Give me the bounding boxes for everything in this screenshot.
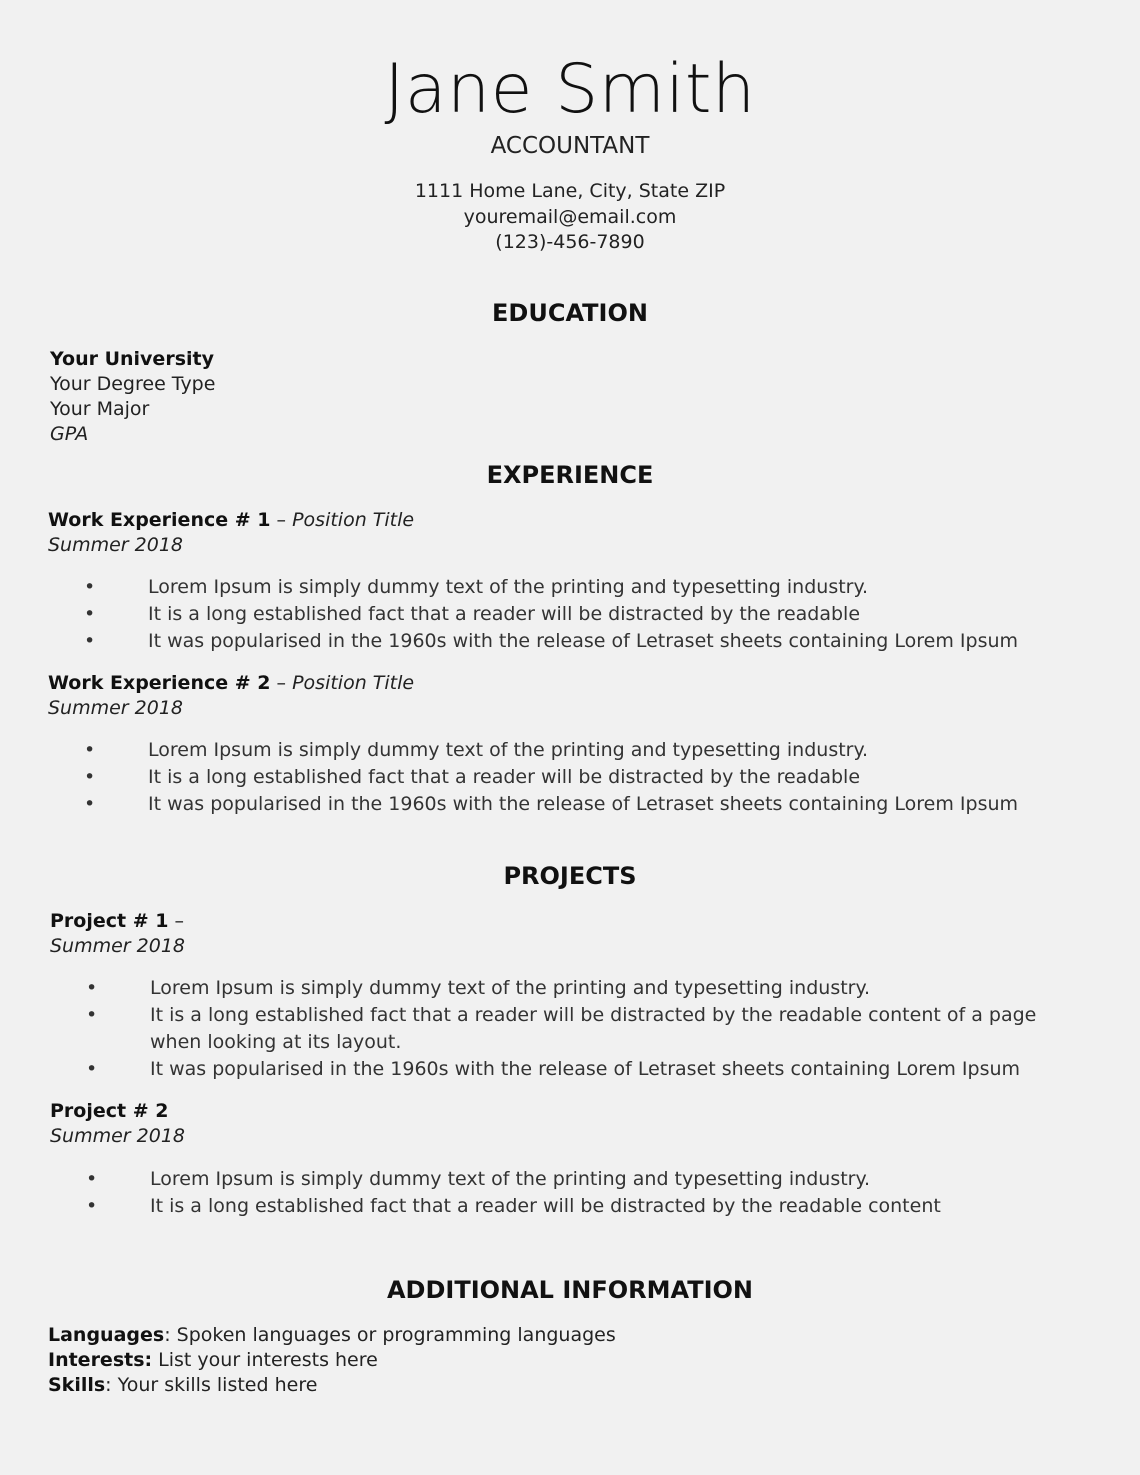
project-sep: –	[168, 910, 185, 932]
job-1-header	[48, 508, 414, 533]
resume-name: Jane Smith	[384, 50, 756, 129]
job-label: Work Experience # 1	[48, 509, 271, 531]
project-1-bullet-continued: when looking at its layout.	[150, 1031, 402, 1053]
email: youremail@email.com	[463, 206, 677, 228]
job-label: Work Experience # 2	[48, 672, 271, 694]
bullet-dot: •	[84, 603, 96, 625]
project-1-bullet: It is a long established fact that a reader will be distracted by the readable content of a page	[150, 1004, 1037, 1026]
project-2-bullet: Lorem Ipsum is simply dummy text of the printing and typesetting industry.	[150, 1168, 871, 1190]
languages-sep: :	[164, 1324, 171, 1346]
bullet-dot: •	[84, 766, 96, 788]
project-2-label: Project # 2	[50, 1100, 169, 1122]
skills-line	[48, 1373, 317, 1398]
projects-heading: PROJECTS	[503, 862, 637, 890]
job-1-bullet: Lorem Ipsum is simply dummy text of the printing and typesetting industry.	[148, 576, 869, 598]
additional-heading: ADDITIONAL INFORMATION	[386, 1276, 754, 1304]
gpa: GPA	[50, 423, 89, 445]
skills-label: Skills	[48, 1374, 106, 1396]
project-1-bullet: It was popularised in the 1960s with the release of Letraset sheets containing Lorem Ipsum	[150, 1058, 1021, 1080]
job-position: Position Title	[292, 672, 415, 694]
languages-line	[48, 1323, 616, 1348]
skills-sep: :	[105, 1374, 112, 1396]
job-1-date: Summer 2018	[48, 534, 184, 556]
experience-heading: EXPERIENCE	[486, 461, 654, 489]
degree: Your Degree Type	[50, 373, 216, 395]
project-1-date: Summer 2018	[50, 935, 186, 957]
bullet-dot: •	[86, 977, 98, 999]
languages-value: Spoken languages or programming languages	[170, 1324, 616, 1346]
bullet-dot: •	[86, 1168, 98, 1190]
job-title: ACCOUNTANT	[490, 133, 650, 159]
project-2-bullet: It is a long established fact that a reader will be distracted by the readable content	[150, 1195, 941, 1217]
job-2-header	[48, 671, 414, 696]
project-1-bullet: Lorem Ipsum is simply dummy text of the printing and typesetting industry.	[150, 977, 871, 999]
languages-label: Languages	[48, 1324, 165, 1346]
project-label: Project # 1	[50, 910, 169, 932]
job-2-bullet: Lorem Ipsum is simply dummy text of the printing and typesetting industry.	[148, 739, 869, 761]
bullet-dot: •	[84, 739, 96, 761]
job-1-bullet: It is a long established fact that a reader will be distracted by the readable	[148, 603, 861, 625]
education-heading: EDUCATION	[492, 299, 648, 327]
bullet-dot: •	[84, 576, 96, 598]
project-2-date: Summer 2018	[50, 1125, 186, 1147]
job-2-bullet: It was popularised in the 1960s with the release of Letraset sheets containing Lorem Ipsum	[148, 793, 1019, 815]
bullet-dot: •	[86, 1058, 98, 1080]
bullet-dot: •	[86, 1004, 98, 1026]
job-1-bullet: It was popularised in the 1960s with the release of Letraset sheets containing Lorem Ipsum	[148, 630, 1019, 652]
address: 1111 Home Lane, City, State ZIP	[414, 180, 726, 202]
interests-line	[48, 1348, 378, 1373]
interests-label: Interests:	[48, 1349, 153, 1371]
project-1-header	[50, 909, 184, 934]
phone: (123)-456-7890	[495, 231, 645, 253]
job-2-bullet: It is a long established fact that a reader will be distracted by the readable	[148, 766, 861, 788]
job-sep: –	[270, 509, 293, 531]
major: Your Major	[50, 398, 150, 420]
bullet-dot: •	[84, 793, 96, 815]
job-sep: –	[270, 672, 293, 694]
interests-value: List your interests here	[152, 1349, 378, 1371]
university: Your University	[50, 348, 214, 370]
job-2-date: Summer 2018	[48, 697, 184, 719]
bullet-dot: •	[84, 630, 96, 652]
bullet-dot: •	[86, 1195, 98, 1217]
skills-value: Your skills listed here	[111, 1374, 318, 1396]
job-position: Position Title	[292, 509, 415, 531]
